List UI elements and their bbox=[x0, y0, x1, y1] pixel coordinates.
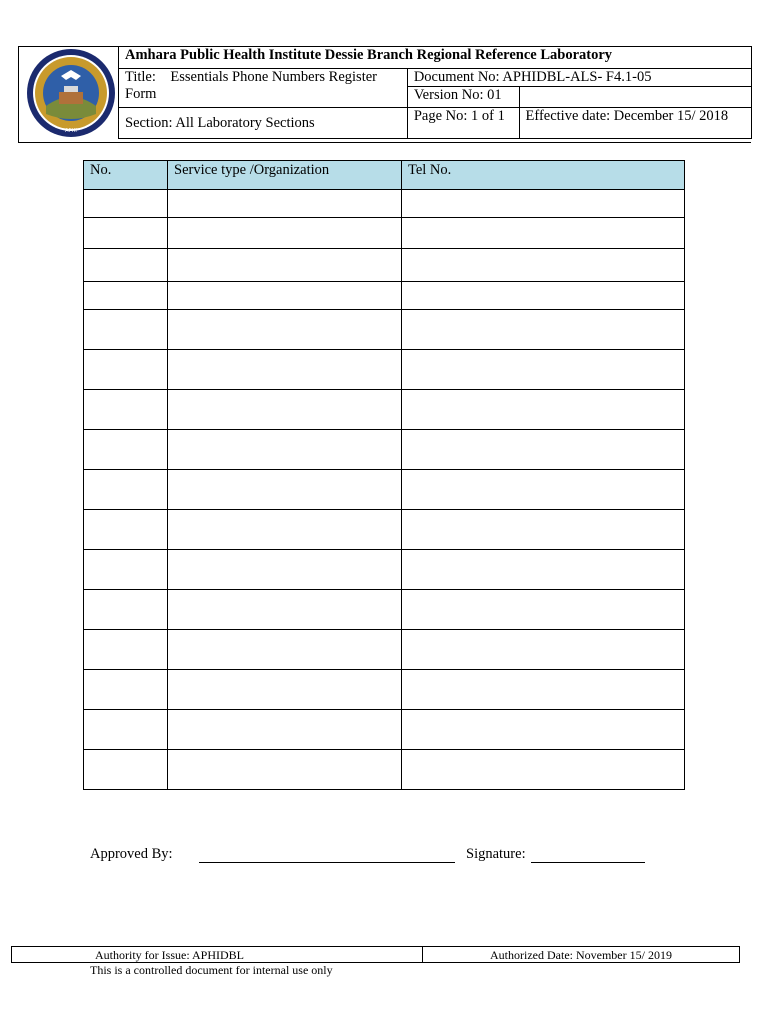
table-row bbox=[84, 190, 685, 218]
no-cell[interactable] bbox=[84, 710, 168, 750]
table-row bbox=[84, 430, 685, 470]
tel-cell[interactable] bbox=[402, 249, 685, 282]
no-cell[interactable] bbox=[84, 218, 168, 249]
tel-cell[interactable] bbox=[402, 350, 685, 390]
tel-cell[interactable] bbox=[402, 590, 685, 630]
no-cell[interactable] bbox=[84, 510, 168, 550]
service-cell[interactable] bbox=[168, 249, 402, 282]
service-cell[interactable] bbox=[168, 590, 402, 630]
tel-cell[interactable] bbox=[402, 310, 685, 350]
service-cell[interactable] bbox=[168, 350, 402, 390]
service-cell[interactable] bbox=[168, 750, 402, 790]
version-number: Version No: 01 bbox=[407, 87, 519, 108]
table-row bbox=[84, 710, 685, 750]
page-number: Page No: 1 of 1 bbox=[407, 108, 519, 139]
no-cell[interactable] bbox=[84, 190, 168, 218]
service-cell[interactable] bbox=[168, 390, 402, 430]
service-cell[interactable] bbox=[168, 218, 402, 249]
tel-cell[interactable] bbox=[402, 218, 685, 249]
table-row bbox=[84, 750, 685, 790]
form-title-line1: Title: Essentials Phone Numbers Register bbox=[125, 69, 377, 85]
signature-line[interactable] bbox=[531, 862, 645, 863]
version-blank-cell bbox=[519, 87, 751, 108]
no-cell[interactable] bbox=[84, 310, 168, 350]
no-cell[interactable] bbox=[84, 282, 168, 310]
table-row bbox=[84, 590, 685, 630]
column-header-service: Service type /Organization bbox=[168, 161, 402, 190]
no-cell[interactable] bbox=[84, 249, 168, 282]
service-cell[interactable] bbox=[168, 470, 402, 510]
section-label: Section: All Laboratory Sections bbox=[119, 108, 408, 139]
signature-label: Signature: bbox=[466, 846, 526, 862]
effective-date: Effective date: December 15/ 2018 bbox=[519, 108, 751, 139]
service-cell[interactable] bbox=[168, 670, 402, 710]
service-cell[interactable] bbox=[168, 310, 402, 350]
service-cell[interactable] bbox=[168, 190, 402, 218]
table-row bbox=[84, 510, 685, 550]
service-cell[interactable] bbox=[168, 510, 402, 550]
table-row bbox=[84, 630, 685, 670]
service-cell[interactable] bbox=[168, 630, 402, 670]
header-info-table bbox=[118, 46, 752, 139]
authority-for-issue: Authority for Issue: APHIDBL bbox=[12, 947, 423, 963]
tel-cell[interactable] bbox=[402, 470, 685, 510]
form-title-cell bbox=[119, 69, 408, 108]
tel-cell[interactable] bbox=[402, 670, 685, 710]
approved-by-line[interactable] bbox=[199, 862, 455, 863]
column-header-no: No. bbox=[84, 161, 168, 190]
tel-cell[interactable] bbox=[402, 750, 685, 790]
tel-cell[interactable] bbox=[402, 282, 685, 310]
table-row bbox=[84, 390, 685, 430]
service-cell[interactable] bbox=[168, 550, 402, 590]
no-cell[interactable] bbox=[84, 430, 168, 470]
table-row bbox=[84, 470, 685, 510]
authorized-date: Authorized Date: November 15/ 2019 bbox=[423, 947, 740, 963]
document-number: Document No: APHIDBL-ALS- F4.1-05 bbox=[407, 69, 751, 87]
institute-seal-logo bbox=[26, 48, 116, 138]
table-row bbox=[84, 218, 685, 249]
table-row bbox=[84, 550, 685, 590]
tel-cell[interactable] bbox=[402, 510, 685, 550]
tel-cell[interactable] bbox=[402, 190, 685, 218]
institute-title: Amhara Public Health Institute Dessie Branch Regional Reference Laboratory bbox=[119, 47, 752, 69]
service-cell[interactable] bbox=[168, 710, 402, 750]
table-body bbox=[84, 190, 685, 790]
table-header-row bbox=[84, 161, 685, 190]
service-cell[interactable] bbox=[168, 430, 402, 470]
tel-cell[interactable] bbox=[402, 630, 685, 670]
no-cell[interactable] bbox=[84, 670, 168, 710]
service-cell[interactable] bbox=[168, 282, 402, 310]
no-cell[interactable] bbox=[84, 630, 168, 670]
no-cell[interactable] bbox=[84, 750, 168, 790]
svg-text:APHI: APHI bbox=[65, 128, 77, 134]
table-row bbox=[84, 249, 685, 282]
no-cell[interactable] bbox=[84, 590, 168, 630]
no-cell[interactable] bbox=[84, 350, 168, 390]
tel-cell[interactable] bbox=[402, 550, 685, 590]
approved-by-label: Approved By: bbox=[90, 846, 173, 862]
tel-cell[interactable] bbox=[402, 710, 685, 750]
phone-register-table bbox=[83, 160, 685, 790]
controlled-document-note: This is a controlled document for internal use only bbox=[90, 963, 333, 977]
form-title-line2: Form bbox=[125, 86, 157, 102]
table-row bbox=[84, 310, 685, 350]
column-header-tel: Tel No. bbox=[402, 161, 685, 190]
tel-cell[interactable] bbox=[402, 430, 685, 470]
no-cell[interactable] bbox=[84, 390, 168, 430]
table-row bbox=[84, 350, 685, 390]
table-row bbox=[84, 670, 685, 710]
table-row bbox=[84, 282, 685, 310]
tel-cell[interactable] bbox=[402, 390, 685, 430]
footer-table bbox=[11, 946, 740, 963]
no-cell[interactable] bbox=[84, 550, 168, 590]
no-cell[interactable] bbox=[84, 470, 168, 510]
